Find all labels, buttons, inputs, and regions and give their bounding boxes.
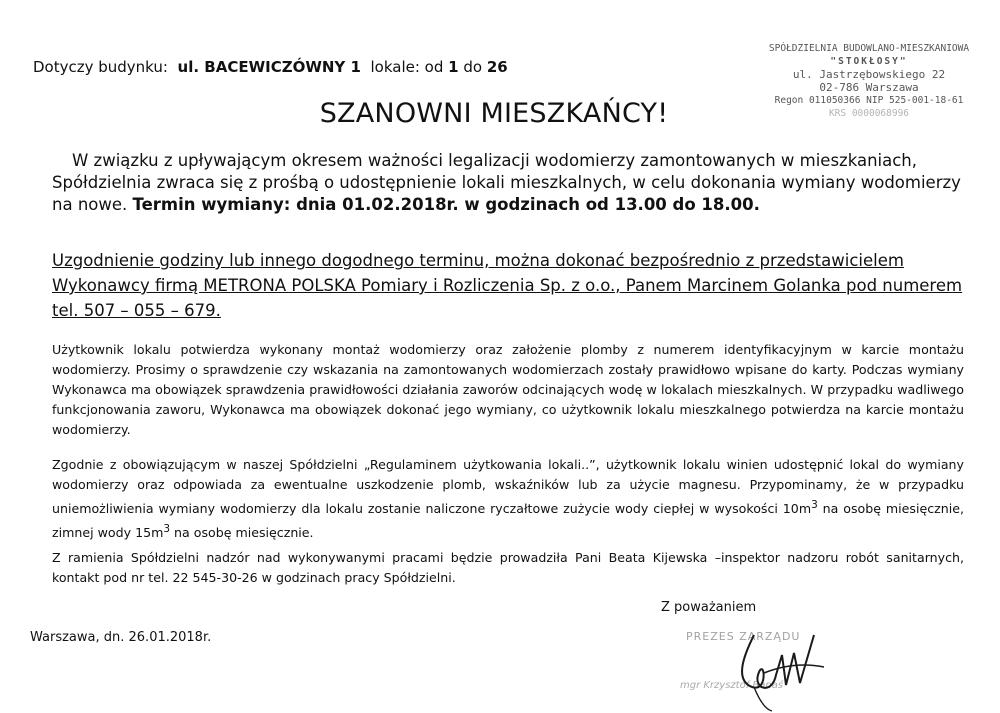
replacement-date: Termin wymiany: dnia 01.02.2018r. w godzinach od 13.00 do 18.00. [132,195,760,214]
stamp-line: ul. Jastrzębowskiego 22 [792,68,946,81]
paragraph-notice [52,150,972,216]
stamp-line: "STOKŁOSY" [830,56,908,67]
handwritten-signature [724,625,864,713]
paragraph-contact: Uzgodnienie godziny lub innego dogodnego terminu, można dokonać bezpośrednio z przedstawicielem Wykonawcy firmą METRONA POLSKA Pomiary i Rozliczenia Sp. z o.o., Panem Marcinem Golanka pod numerem tel. 507 – 055 – 679. [52,251,963,320]
stamp-line: Regon 011050366 NIP 525-001-18-61 [774,95,964,106]
notice-text: W związku z upływającym okresem ważności legalizacji wodomierzy zamontowanych w mieszkaniach, Spółdzielnia zwraca się z prośbą o udostępnienie lokali mieszkalnych, w celu dokonania wymiany wodomierzy na nowe. [52,151,961,214]
regulations-text: na osobę miesięcznie. [170,525,314,541]
regulations-text: na osobę miesięcznie, zimnej wody 15m [52,501,964,541]
signature-stamp-name: mgr Krzysztof Banaś [680,680,784,691]
do-label: do [463,58,483,76]
building-street: ul. BACEWICZÓWNY 1 [177,58,361,76]
stamp-line: KRS 0000068996 [828,108,910,119]
place-date: Warszawa, dn. 26.01.2018r. [30,630,212,645]
signature-stamp-title: PREZES ZARZĄDU [686,630,801,643]
building-reference [33,58,508,76]
lokale-from: 1 [448,58,459,76]
paragraph-installation: Użytkownik lokalu potwierdza wykonany montaż wodomierzy oraz założenie plomby z numerem identyfikacyjnym w karcie montażu wodomierzy. Prosimy o sprawdzenie czy wskazania na zamontowanych wodomierzach zostały prawidłowo wpisane do karty. Podczas wymiany Wykonawca ma obowiązek sprawdzenia prawidłowości działania zaworów odcinających wodę w lokalach mieszkalnych. W przypadku wadliwego funkcjonowania zaworu, Wykonawca ma obowiązek dokonać jego wymiany, co użytkownik lokalu mieszkalnego potwierdza na karcie montażu wodomierzy. [52,342,964,437]
page-title: SZANOWNI MIESZKAŃCY! [319,98,669,129]
stamp-line: SPÓŁDZIELNIA BUDOWLANO-MIESZKANIOWA [768,43,970,54]
stamp-line: 02-786 Warszawa [819,81,919,94]
superscript: 3 [811,499,818,511]
closing-greeting: Z poważaniem [661,600,757,615]
building-prefix: Dotyczy budynku: [33,58,168,76]
lokale-label: lokale: od [370,58,444,76]
superscript: 3 [163,523,171,536]
regulations-text: Zgodnie z obowiązującym w naszej Spółdzielni „Regulaminem użytkowania lokali..”, użytkownik lokalu winien udostępnić lokal do wymiany wodomierzy oraz odpowiada za ewentualne uszkodzenie plomb, wskaźników lub za użycie magnesu. Przypominamy, że w przypadku uniemożliwienia wymiany wodomierzy dla lokalu zostanie naliczone ryczałtowe zużycie wody ciepłej w wysokości 10m [52,457,964,517]
paragraph-regulations [52,455,964,543]
lokale-to: 26 [486,58,508,76]
paragraph-supervision: Z ramienia Spółdzielni nadzór nad wykonywanymi pracami będzie prowadziła Pani Beata Kijewska –inspektor nadzoru robót sanitarnych, kontakt pod nr tel. 22 545-30-26 w godzinach pracy Spółdzielni. [52,550,964,585]
